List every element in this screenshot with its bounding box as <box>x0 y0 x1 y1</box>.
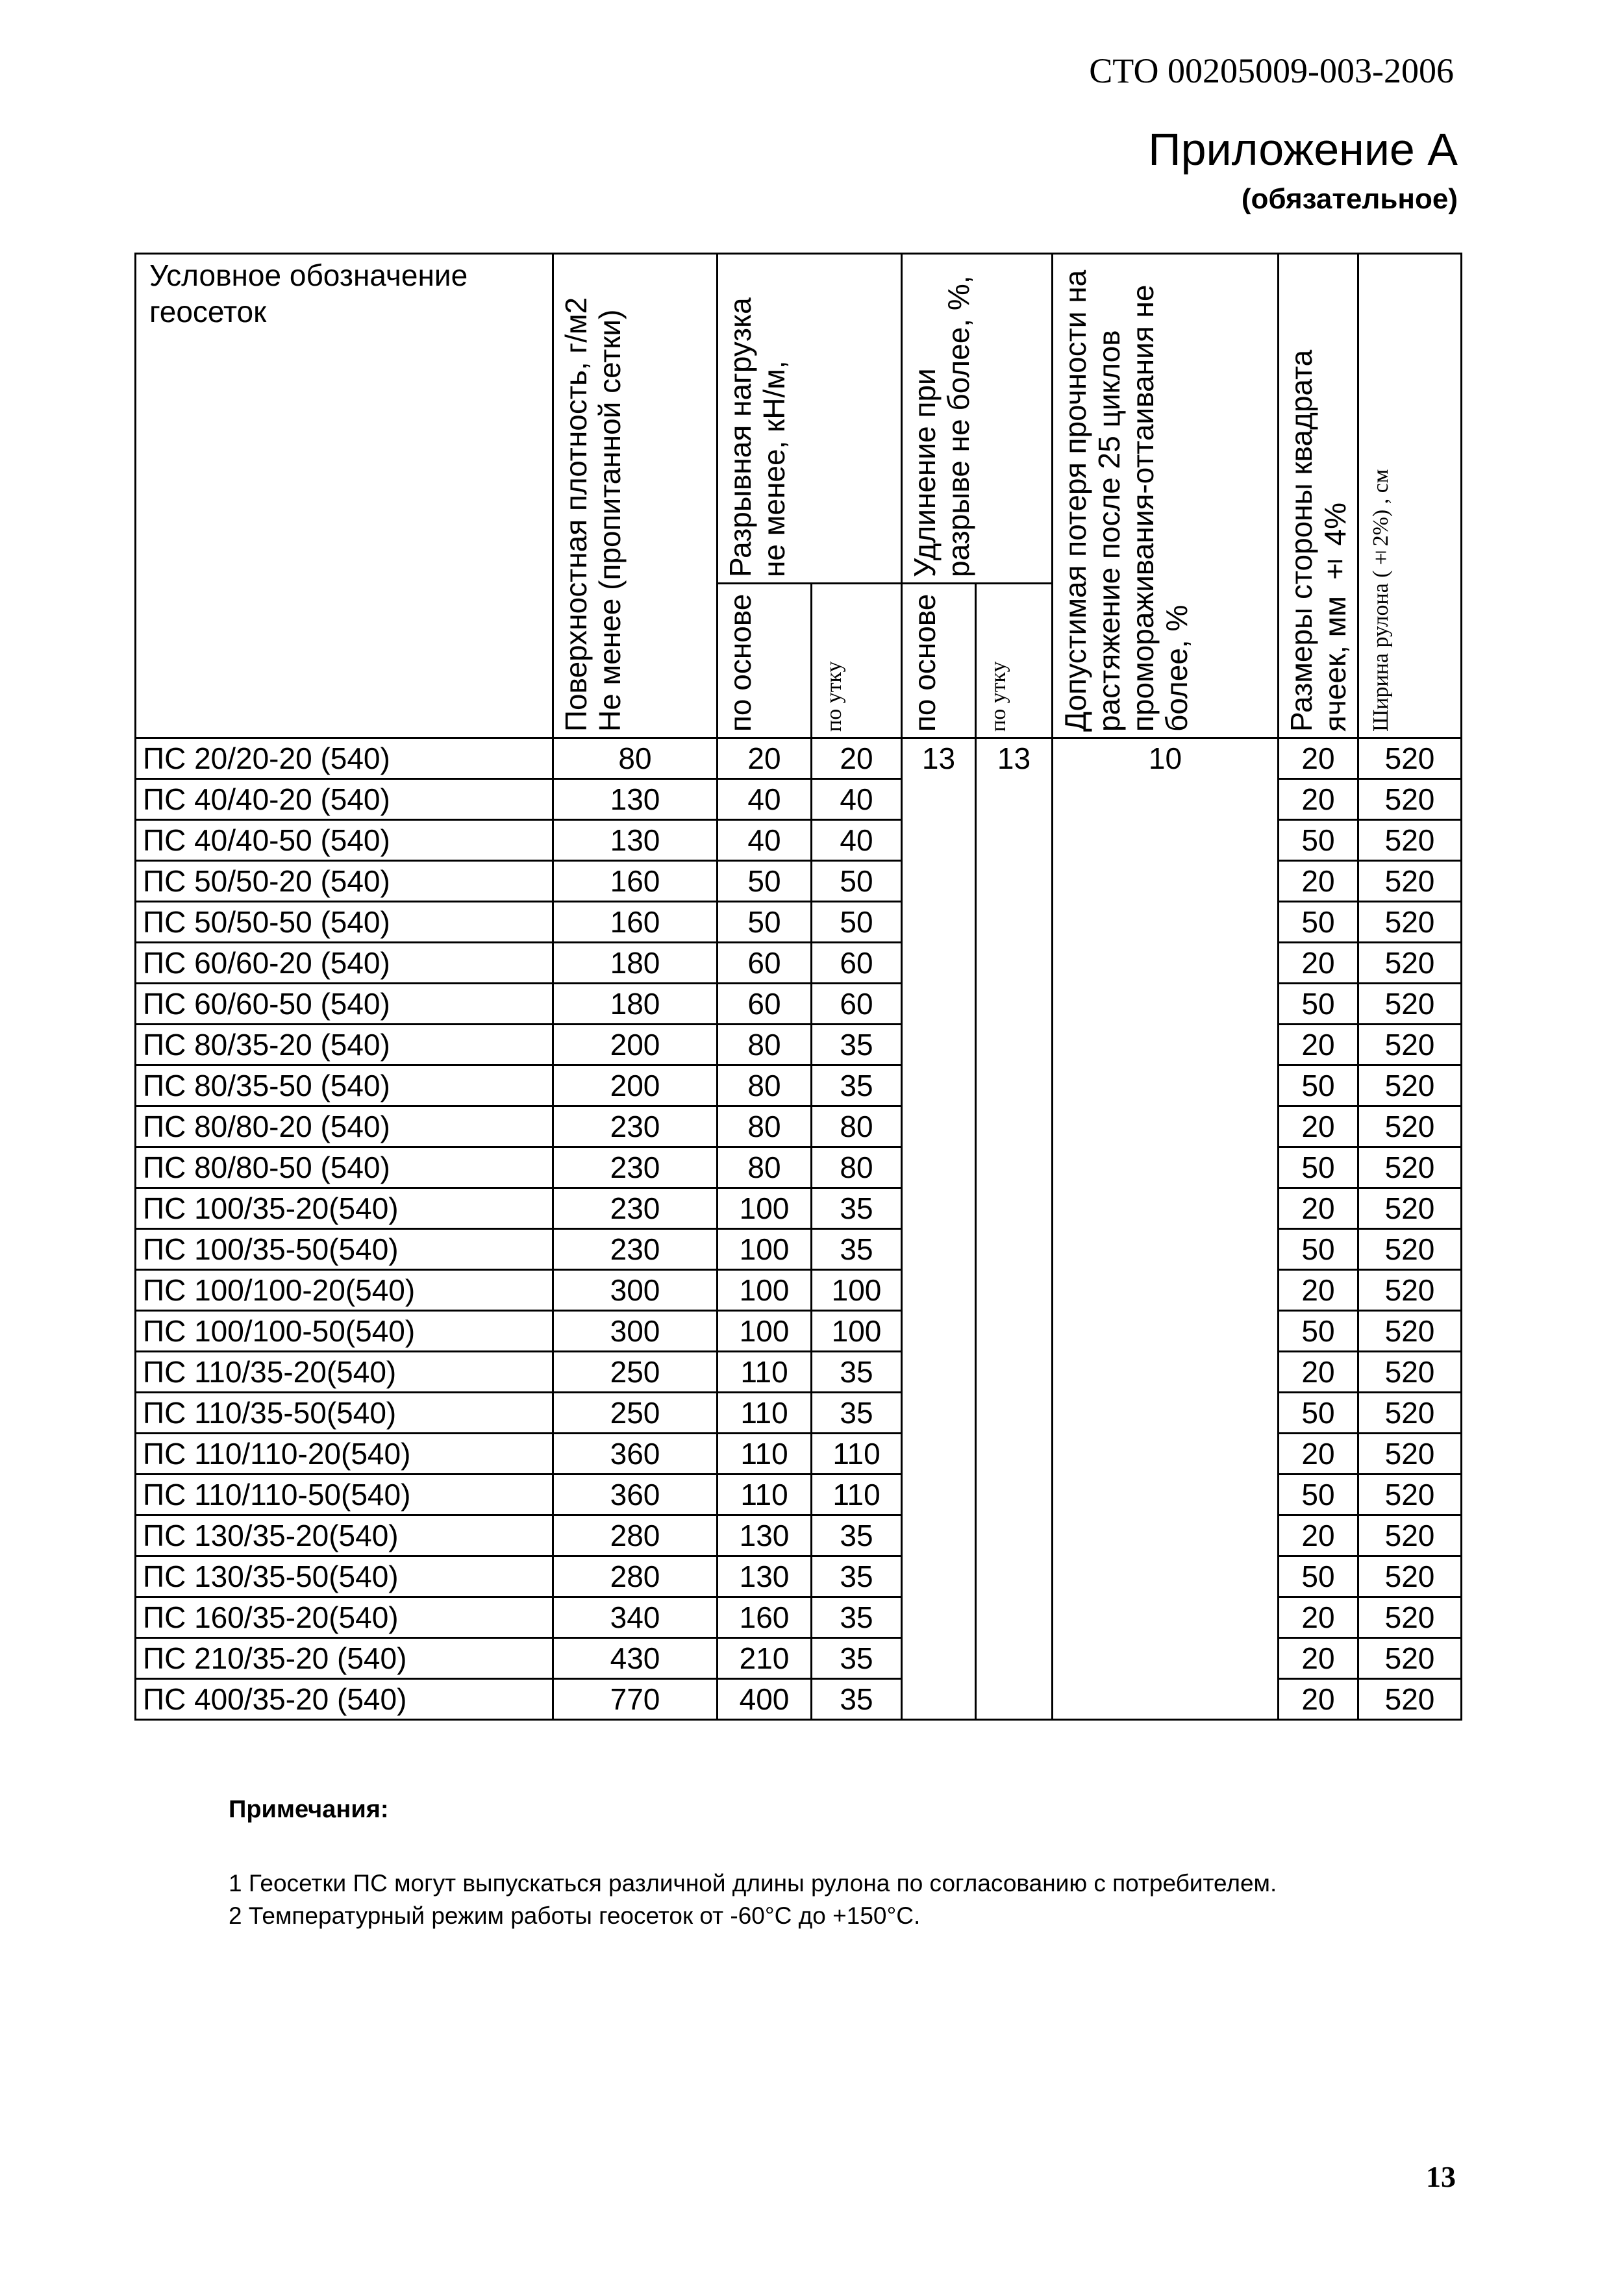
density-cell: 360 <box>553 1434 718 1474</box>
notes-title: Примечания: <box>229 1796 389 1823</box>
breaking-load-warp-cell: 20 <box>718 738 812 779</box>
breaking-load-warp-cell: 80 <box>718 1147 812 1188</box>
breaking-load-weft-cell: 50 <box>812 902 902 943</box>
roll-width-cell: 520 <box>1358 738 1462 779</box>
breaking-load-weft-cell: 40 <box>812 779 902 820</box>
roll-width-cell: 520 <box>1358 1065 1462 1106</box>
breaking-load-weft-cell: 60 <box>812 943 902 984</box>
breaking-load-weft-cell: 35 <box>812 1188 902 1229</box>
cell-size-cell: 50 <box>1279 1065 1358 1106</box>
header-elongation-weft: по утку <box>986 661 1010 732</box>
breaking-load-weft-cell: 20 <box>812 738 902 779</box>
density-cell: 340 <box>553 1597 718 1638</box>
cell-size-cell: 50 <box>1279 1556 1358 1597</box>
roll-width-cell: 520 <box>1358 1679 1462 1720</box>
cell-size-cell: 20 <box>1279 861 1358 902</box>
cell-size-cell: 20 <box>1279 779 1358 820</box>
designation-cell: ПС 110/110-20(540) <box>136 1434 553 1474</box>
breaking-load-warp-cell: 60 <box>718 984 812 1025</box>
roll-width-cell: 520 <box>1358 1147 1462 1188</box>
breaking-load-weft-cell: 100 <box>812 1311 902 1352</box>
cell-size-cell: 50 <box>1279 1311 1358 1352</box>
roll-width-cell: 520 <box>1358 1393 1462 1434</box>
breaking-load-weft-cell: 35 <box>812 1515 902 1556</box>
cell-size-cell: 50 <box>1279 1393 1358 1434</box>
cell-size-cell: 20 <box>1279 1515 1358 1556</box>
designation-cell: ПС 100/100-20(540) <box>136 1270 553 1311</box>
roll-width-cell: 520 <box>1358 1434 1462 1474</box>
density-cell: 230 <box>553 1147 718 1188</box>
breaking-load-warp-cell: 100 <box>718 1229 812 1270</box>
cell-size-cell: 20 <box>1279 1597 1358 1638</box>
breaking-load-weft-cell: 35 <box>812 1597 902 1638</box>
density-cell: 230 <box>553 1229 718 1270</box>
breaking-load-weft-cell: 40 <box>812 820 902 861</box>
designation-cell: ПС 80/35-20 (540) <box>136 1025 553 1065</box>
designation-cell: ПС 20/20-20 (540) <box>136 738 553 779</box>
page-number: 13 <box>1426 2160 1456 2193</box>
density-cell: 180 <box>553 943 718 984</box>
density-cell: 280 <box>553 1556 718 1597</box>
breaking-load-warp-cell: 40 <box>718 820 812 861</box>
designation-cell: ПС 100/35-50(540) <box>136 1229 553 1270</box>
density-cell: 280 <box>553 1515 718 1556</box>
breaking-load-warp-cell: 160 <box>718 1597 812 1638</box>
cell-size-cell: 20 <box>1279 943 1358 984</box>
roll-width-cell: 520 <box>1358 779 1462 820</box>
header-elongation-warp: по основе <box>908 593 942 732</box>
breaking-load-weft-cell: 110 <box>812 1474 902 1515</box>
breaking-load-weft-cell: 35 <box>812 1679 902 1720</box>
designation-cell: ПС 110/110-50(540) <box>136 1474 553 1515</box>
cell-size-cell: 20 <box>1279 1638 1358 1679</box>
breaking-load-warp-cell: 110 <box>718 1352 812 1393</box>
header-breaking-load: Разрывная нагрузка не менее, кН/м, <box>723 297 791 577</box>
elongation-weft-cell: 13 <box>976 738 1053 1720</box>
cell-size-cell: 20 <box>1279 1352 1358 1393</box>
designation-cell: ПС 100/100-50(540) <box>136 1311 553 1352</box>
designation-cell: ПС 110/35-50(540) <box>136 1393 553 1434</box>
roll-width-cell: 520 <box>1358 1515 1462 1556</box>
breaking-load-warp-cell: 400 <box>718 1679 812 1720</box>
roll-width-cell: 520 <box>1358 1270 1462 1311</box>
breaking-load-warp-cell: 110 <box>718 1434 812 1474</box>
roll-width-cell: 520 <box>1358 902 1462 943</box>
designation-cell: ПС 80/35-50 (540) <box>136 1065 553 1106</box>
cell-size-cell: 50 <box>1279 902 1358 943</box>
designation-cell: ПС 100/35-20(540) <box>136 1188 553 1229</box>
header-breaking-load-weft: по утку <box>822 661 846 732</box>
roll-width-cell: 520 <box>1358 1106 1462 1147</box>
roll-width-cell: 520 <box>1358 1352 1462 1393</box>
appendix-status: (обязательное) <box>1241 183 1458 215</box>
breaking-load-warp-cell: 100 <box>718 1270 812 1311</box>
density-cell: 230 <box>553 1188 718 1229</box>
designation-cell: ПС 130/35-20(540) <box>136 1515 553 1556</box>
breaking-load-weft-cell: 35 <box>812 1352 902 1393</box>
strength-loss-cell: 10 <box>1053 738 1279 1720</box>
cell-size-cell: 20 <box>1279 738 1358 779</box>
note-item: 1 Геосетки ПС могут выпускаться различной длины рулона по согласованию с потребителем. <box>229 1870 1277 1897</box>
density-cell: 80 <box>553 738 718 779</box>
breaking-load-warp-cell: 80 <box>718 1065 812 1106</box>
breaking-load-warp-cell: 80 <box>718 1025 812 1065</box>
designation-cell: ПС 60/60-20 (540) <box>136 943 553 984</box>
breaking-load-weft-cell: 35 <box>812 1065 902 1106</box>
header-row <box>136 254 1462 584</box>
designation-cell: ПС 50/50-20 (540) <box>136 861 553 902</box>
breaking-load-warp-cell: 60 <box>718 943 812 984</box>
designation-cell: ПС 60/60-50 (540) <box>136 984 553 1025</box>
breaking-load-weft-cell: 60 <box>812 984 902 1025</box>
density-cell: 130 <box>553 779 718 820</box>
designation-cell: ПС 160/35-20(540) <box>136 1597 553 1638</box>
density-cell: 200 <box>553 1025 718 1065</box>
header-strength-loss: Допустимая потеря прочности на растяжение после 25 циклов промораживания-оттаивания не более, % <box>1058 269 1193 732</box>
breaking-load-weft-cell: 35 <box>812 1025 902 1065</box>
cell-size-cell: 20 <box>1279 1270 1358 1311</box>
appendix-title: Приложение А <box>1148 124 1458 175</box>
breaking-load-warp-cell: 110 <box>718 1393 812 1434</box>
header-cell-size: Размеры стороны квадрата ячеек, мм ± 4% <box>1284 349 1352 732</box>
density-cell: 360 <box>553 1474 718 1515</box>
roll-width-cell: 520 <box>1358 1638 1462 1679</box>
designation-cell: ПС 40/40-50 (540) <box>136 820 553 861</box>
roll-width-cell: 520 <box>1358 943 1462 984</box>
density-cell: 160 <box>553 902 718 943</box>
note-item: 2 Температурный режим работы геосеток от -60°С до +150°С. <box>229 1902 921 1929</box>
cell-size-cell: 50 <box>1279 1474 1358 1515</box>
roll-width-cell: 520 <box>1358 1025 1462 1065</box>
cell-size-cell: 50 <box>1279 1147 1358 1188</box>
breaking-load-weft-cell: 80 <box>812 1106 902 1147</box>
breaking-load-warp-cell: 50 <box>718 861 812 902</box>
breaking-load-weft-cell: 50 <box>812 861 902 902</box>
density-cell: 300 <box>553 1311 718 1352</box>
designation-cell: ПС 50/50-50 (540) <box>136 902 553 943</box>
cell-size-cell: 20 <box>1279 1106 1358 1147</box>
density-cell: 250 <box>553 1352 718 1393</box>
breaking-load-warp-cell: 110 <box>718 1474 812 1515</box>
designation-cell: ПС 40/40-20 (540) <box>136 779 553 820</box>
density-cell: 130 <box>553 820 718 861</box>
density-cell: 300 <box>553 1270 718 1311</box>
breaking-load-weft-cell: 110 <box>812 1434 902 1474</box>
breaking-load-weft-cell: 35 <box>812 1638 902 1679</box>
header-roll-width: Ширина рулона (±2%) , см <box>1369 469 1393 732</box>
cell-size-cell: 20 <box>1279 1434 1358 1474</box>
breaking-load-weft-cell: 35 <box>812 1393 902 1434</box>
designation-cell: ПС 210/35-20 (540) <box>136 1638 553 1679</box>
density-cell: 230 <box>553 1106 718 1147</box>
density-cell: 770 <box>553 1679 718 1720</box>
header-density: Поверхностная плотность, г/м2 Не менее (пропитанной сетки) <box>559 297 627 732</box>
elongation-warp-cell: 13 <box>902 738 976 1720</box>
cell-size-cell: 50 <box>1279 984 1358 1025</box>
header-breaking-load-warp: по основе <box>723 593 757 732</box>
designation-cell: ПС 400/35-20 (540) <box>136 1679 553 1720</box>
roll-width-cell: 520 <box>1358 1311 1462 1352</box>
breaking-load-warp-cell: 80 <box>718 1106 812 1147</box>
designation-cell: ПС 80/80-50 (540) <box>136 1147 553 1188</box>
density-cell: 430 <box>553 1638 718 1679</box>
header-elongation: Удлинение при разрыве не более, %, <box>908 275 975 577</box>
breaking-load-weft-cell: 100 <box>812 1270 902 1311</box>
breaking-load-warp-cell: 130 <box>718 1556 812 1597</box>
breaking-load-warp-cell: 100 <box>718 1311 812 1352</box>
density-cell: 250 <box>553 1393 718 1434</box>
breaking-load-weft-cell: 35 <box>812 1229 902 1270</box>
roll-width-cell: 520 <box>1358 861 1462 902</box>
breaking-load-warp-cell: 50 <box>718 902 812 943</box>
breaking-load-warp-cell: 40 <box>718 779 812 820</box>
roll-width-cell: 520 <box>1358 1474 1462 1515</box>
breaking-load-warp-cell: 130 <box>718 1515 812 1556</box>
density-cell: 200 <box>553 1065 718 1106</box>
roll-width-cell: 520 <box>1358 1597 1462 1638</box>
breaking-load-weft-cell: 80 <box>812 1147 902 1188</box>
density-cell: 160 <box>553 861 718 902</box>
cell-size-cell: 20 <box>1279 1025 1358 1065</box>
cell-size-cell: 50 <box>1279 820 1358 861</box>
breaking-load-warp-cell: 100 <box>718 1188 812 1229</box>
designation-cell: ПС 80/80-20 (540) <box>136 1106 553 1147</box>
breaking-load-weft-cell: 35 <box>812 1556 902 1597</box>
table-row <box>136 738 1462 779</box>
cell-size-cell: 50 <box>1279 1229 1358 1270</box>
geogrid-spec-table <box>134 253 1462 1721</box>
roll-width-cell: 520 <box>1358 820 1462 861</box>
designation-cell: ПС 130/35-50(540) <box>136 1556 553 1597</box>
breaking-load-warp-cell: 210 <box>718 1638 812 1679</box>
cell-size-cell: 20 <box>1279 1679 1358 1720</box>
header-designation: Условное обозначение геосеток <box>136 254 553 738</box>
roll-width-cell: 520 <box>1358 1229 1462 1270</box>
roll-width-cell: 520 <box>1358 1556 1462 1597</box>
roll-width-cell: 520 <box>1358 984 1462 1025</box>
cell-size-cell: 20 <box>1279 1188 1358 1229</box>
designation-cell: ПС 110/35-20(540) <box>136 1352 553 1393</box>
document-code: СТО 00205009-003-2006 <box>1089 51 1454 90</box>
density-cell: 180 <box>553 984 718 1025</box>
roll-width-cell: 520 <box>1358 1188 1462 1229</box>
